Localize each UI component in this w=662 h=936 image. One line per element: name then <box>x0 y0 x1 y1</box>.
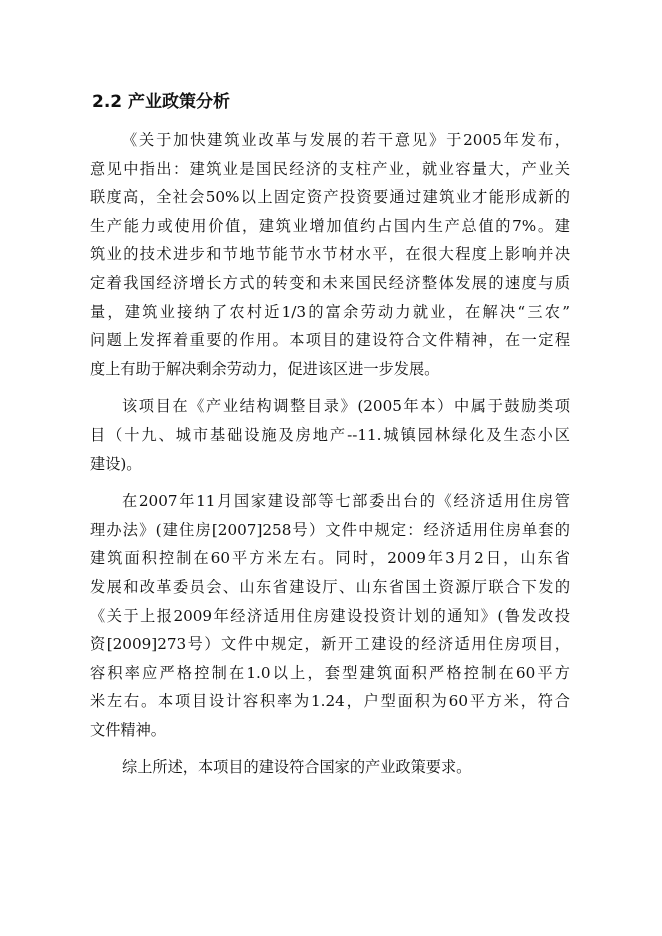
text-line: 资[2009]273号）文件中规定，新开工建设的经济适用住房项目， <box>90 635 570 654</box>
paragraph <box>90 487 570 744</box>
text-line: 联度高，全社会50%以上固定资产投资要通过建筑业才能形成新的 <box>90 188 570 207</box>
text-line: 米左右。本项目设计容积率为1.24，户型面积为60平方米，符合 <box>90 692 570 711</box>
text-line: 综上所述，本项目的建设符合国家的产业政策要求。 <box>122 758 472 777</box>
text-line: 问题上发挥着重要的作用。本项目的建设符合文件精神，在一定程 <box>90 331 570 350</box>
text-line: 定着我国经济增长方式的转变和未来国民经济整体发展的速度与质 <box>90 273 570 292</box>
paragraph <box>90 126 570 383</box>
text-line: 容积率应严格控制在1.0以上，套型建筑面积严格控制在60平方 <box>90 663 570 682</box>
text-line: 该项目在《产业结构调整目录》(2005年本）中属于鼓励类项 <box>122 397 570 416</box>
text-line: 发展和改革委员会、山东省建设厅、山东省国土资源厅联合下发的 <box>90 577 570 596</box>
text-line: 筑业的技术进步和节地节能节水节材水平，在很大程度上影响并决 <box>90 245 570 264</box>
paragraph <box>90 753 570 782</box>
text-line: 量，建筑业接纳了农村近1/3的富余劳动力就业，在解决“三农” <box>90 302 570 321</box>
section-number: 2.2 <box>92 92 123 112</box>
body-text <box>90 126 570 782</box>
text-line: 建设)。 <box>90 454 142 473</box>
text-line: 目（十九、城市基础设施及房地产--11.城镇园林绿化及生态小区 <box>90 425 570 444</box>
text-line: 生产能力或使用价值，建筑业增加值约占国内生产总值的7%。建 <box>90 216 570 235</box>
text-line: 度上有助于解决剩余劳动力，促进该区进一步发展。 <box>90 359 440 378</box>
text-line: 在2007年11月国家建设部等七部委出台的《经济适用住房管 <box>122 492 570 511</box>
paragraph <box>90 392 570 478</box>
section-title: 产业政策分析 <box>128 92 230 112</box>
text-line: 理办法》(建住房[2007]258号）文件中规定：经济适用住房单套的 <box>90 520 570 539</box>
section-heading <box>92 88 230 116</box>
text-line: 建筑面积控制在60平方米左右。同时，2009年3月2日，山东省 <box>90 549 570 568</box>
text-line: 《关于加快建筑业改革与发展的若干意见》于2005年发布， <box>122 131 570 149</box>
text-line: 《关于上报2009年经济适用住房建设投资计划的通知》(鲁发改投 <box>90 606 570 625</box>
text-line: 文件精神。 <box>90 720 166 739</box>
text-line: 意见中指出：建筑业是国民经济的支柱产业，就业容量大，产业关 <box>90 159 570 178</box>
